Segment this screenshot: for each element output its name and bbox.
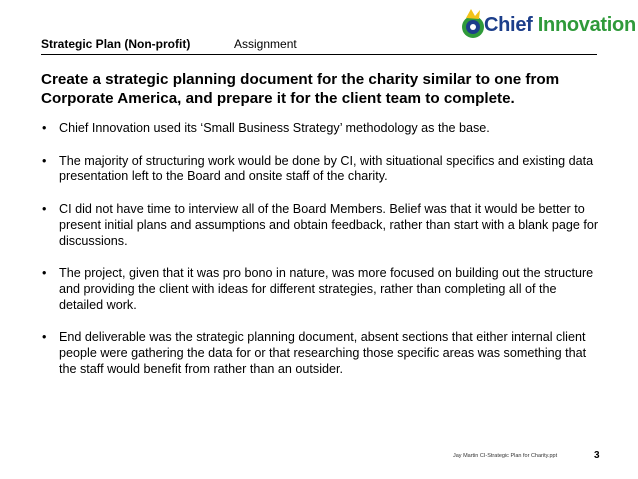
bullet-item xyxy=(41,266,601,313)
bullet-text: Chief Innovation used its ‘Small Business Strategy’ methodology as the base. xyxy=(59,121,490,135)
section-tag: Assignment xyxy=(234,37,297,51)
bullet-item xyxy=(41,154,601,185)
bullet-dot-icon: • xyxy=(42,330,47,345)
bullet-dot-icon: • xyxy=(42,202,47,217)
slide-heading: Create a strategic planning document for the charity similar to one from Corporate America, and prepare it for the client team to complete. xyxy=(41,71,560,107)
bullet-text: CI did not have time to interview all of the Board Members. Belief was that it would be better to present initial plans and assumptions and obtain feedback, rather than start with a blank page for discussions. xyxy=(59,202,599,248)
bullet-dot-icon: • xyxy=(42,153,47,168)
bullet-item xyxy=(41,121,601,137)
section-title: Strategic Plan (Non-profit) xyxy=(41,37,191,51)
bullet-text: End deliverable was the strategic planning document, absent sections that either internal client people were gathering the data for or that researching those specific areas was something that the staff would benefit from rather than an outsider. xyxy=(59,330,587,376)
bullet-list xyxy=(41,121,601,394)
bullet-dot-icon: • xyxy=(42,121,47,135)
footer-filename: Jay Martin CI-Strategic Plan for Charity.ppt xyxy=(453,453,558,459)
logo-wordmark xyxy=(484,14,636,37)
bullet-item xyxy=(41,202,601,249)
logo-word-chief: Chief xyxy=(484,14,533,36)
bullet-dot-icon: • xyxy=(42,266,47,281)
logo-word-innovation: Innovation xyxy=(537,14,636,36)
bullet-text: The project, given that it was pro bono in nature, was more focused on building out the structure and providing the client with ideas for different strategies, rather than completing all of the detailed work. xyxy=(59,266,594,312)
bullet-text: The majority of structuring work would be done by CI, with situational specifics and existing data presentation left to the Board and onsite staff of the charity. xyxy=(59,153,594,184)
header-divider xyxy=(41,54,597,55)
page-number: 3 xyxy=(594,450,600,461)
bullet-item xyxy=(41,330,601,377)
